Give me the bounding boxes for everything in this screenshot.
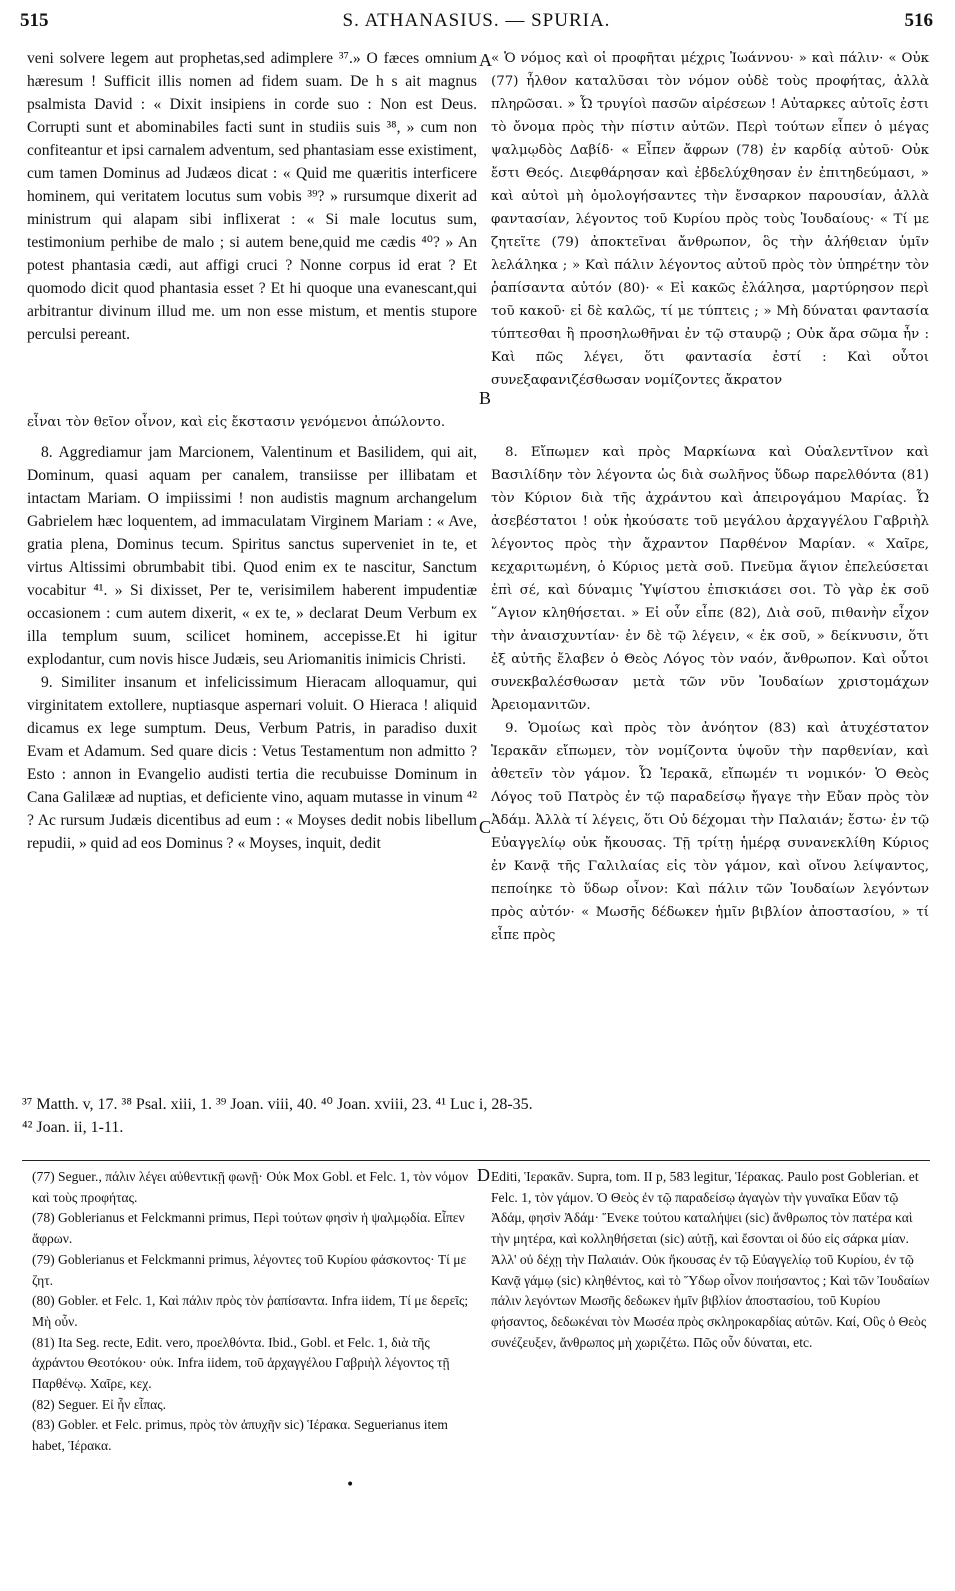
page-number-right: 516 (904, 10, 933, 31)
footnote-continuation: Editi, Ἱερακᾶν. Supra, tom. II p, 583 legitur, Ἱέρακας. Paulo post Goblerian. et Felc. 1, τὸν γάμον. Ὁ Θεὸς ἐν τῷ παραδείσῳ ἀγαγὼν τὴν γυναῖκα Εὔαν τῷ Ἀδάμ, φησὶν Ἀδάμ· Ἕνεκε τούτου καταλήψει (sic) ἄνθρωπος τὸν πατέρα καὶ τὴν μητέρα, καὶ κολληθήσεται (sic) αὐτῇ, καὶ ἔσονται οἱ δύο εἰς σάρκα μίαν. Ἀλλ' οὐ δέχῃ τὴν Παλαιάν. Οὐκ ἤκουσας ἐν τῷ Εὐαγγελίῳ τοῦ Κυρίου, ἐν τῷ Κανᾷ γάμῳ (sic) κληθέντος, καὶ τὸ Ὕδωρ οἶνον ποιήσαντος ; Καὶ τῶν Ἰουδαίων πάλιν λεγόντων Μωσῆς δεδωκεν ἡμῖν βιβλίον ἀποστασίου, τοῦ Κυρίου φήσαντος, δεδωκέναι τὸν Μωσέα πρὸς σκληροκαρδίας αὐτῶν. Καί, Οὓς ὁ Θεὸς συνέζευξεν, ἄνθρωπος μὴ χωριζέτω. Πῶς οὖν δύναται, etc. (491, 1169, 930, 1350)
greek-paragraph: « Ὁ νόμος καὶ οἱ προφῆται μέχρις Ἰωάννου· » καὶ πάλιν· « Οὐκ (77) ἦλθον καταλῦσαι τὸν νόμον οὐδὲ τοὺς προφήτας, ἀλλὰ πληρῶσαι. » Ὦ τρυγίοὶ πασῶν αἱρέσεων ! Αὐταρκες αὐτοῖς ἐστι τὸ ὄνομα πρὸς τὴν πίστιν αὐτῶν. Περὶ τούτων εἶπεν ὁ μέγας ψαλμῳδὸς Δαβίδ· « Εἶπεν ἄφρων (78) ἐν καρδίᾳ αὐτοῦ· Οὐκ ἔστι Θεός. Διεφθάρησαν καὶ ἐβδελύχθησαν ἐν ἐπιτηδεύμασι, » καὶ αὐτοὶ μὴ ὁμολογήσαντες τὴν ἔνσαρκον παρουσίαν, ἀλλὰ φαντασίαν, λέγοντος τοῦ Κυρίου πρὸς τοὺς Ἰουδαίους· « Τί με ζητεῖτε (79) ἀποκτεῖναι ἄνθρωπον, ὃς τὴν ἀλήθειαν ὑμῖν λελάληκα ; » Καὶ πάλιν λέγοντος αὐτοῦ πρὸς τὸν ὑπηρέτην τὸν ῥαπίσαντα αὐτόν (80)· « Εἰ κακῶς ἐλάλησα, μαρτύρησον περὶ τοῦ κακοῦ· εἰ δὲ καλῶς, τί με τύπτεις ; » Μὴ δύναται φαντασία τύπτεσθαι ἢ προσηλωθῆναι ἐν τῷ σταυρῷ ; Οὐκ ἄρα σῶμα ἦν : Καὶ πῶς λέγει, ὅτι φαντασία ἐστί : Καὶ οὗτοι συνεξαφανιζέσθωσαν νομίζοντες ἄκρατον (491, 51, 929, 388)
latin-paragraph-9: 9. Similiter insanum et infelicissimum Hieracam alloquamur, qui virginitatem extollere, nuptiasque aspernari voluit. O Hieraca ! aliquid dicamus ex lege sumptum. Deus, Verbum Patris, in paradiso duxit Evam et Adamum. Sed quare dicis : Vetus Testamentum non admitto ? Esto : annon in Evangelio audisti tertia die recubuisse Dominum in Cana Galilææ ad nuptias, et deficiente vino, aquam mutasse in vinum ⁴² ? Ac rursum Judæis dicentibus ad eum : « Moyses dedit nobis libellum repudii, » quid ad eos Dominus ? « Moyses, inquit, dedit (27, 674, 477, 852)
margin-letter-b: B (479, 388, 492, 408)
latin-paragraph: veni solvere legem aut prophetas,sed adimplere ³⁷.» O fæces omnium hæresum ! Sufficit illis nomen ad fidem suam. De h s ait magnus psalmista David : « Dixit insipiens in corde suo : Non est Deus. Corrupti sunt et abominabiles facti sunt in studiis suis ³⁸, » cum non confiteantur et ipsi carnalem adventum, sed phantasiam esse existiment, cum tamen Dominus ad Judæos dicat : « Quid me quæritis interficere hominem, qui veritatem locutus sum vobis ³⁹? » rursumque dixerit ad ministrum qui alapam sibi inflixerat : « Si male locutus sum, testimonium perhibe de malo ; si autem bene,quid me cædis ⁴⁰? » An potest phantasia cædi, aut affigi cruci ? Nonne corpus id erat ? Et quomodo dicit quod phantasia esset ? Et hi quoque una evanescant,qui arbitrantur divinum illud me. um non esse mistum, et mentis stupore perculsi pereant. (27, 50, 477, 343)
footnote: (82) Seguer. Εἰ ἦν εἶπας. (32, 1396, 166, 1412)
greek-paragraph-8: 8. Εἴπωμεν καὶ πρὸς Μαρκίωνα καὶ Οὐαλεντῖνον καὶ Βασιλίδην τὸν λέγοντα ὡς διὰ σωλῆνος ὕδωρ παρελθόντα (81) τὸν Κύριον διὰ τῆς ἀχράντου καὶ ἀπειρογάμου Μαρίας. Ὦ ἀσεβέστατοι ! οὐκ ἠκούσατε τοῦ μεγάλου ἀρχαγγέλου Γαβριὴλ λέγοντος πρὸς τὴν ἄχραντον Παρθένον Μαρίαν. « Χαῖρε, κεχαριτωμένη, ὁ Κύριος μετὰ σοῦ. Πνεῦμα ἅγιον ἐπελεύσεται ἐπὶ σέ, καὶ δύναμις Ὑψίστου ἐπισκιάσει σοι. Τὸ γὰρ ἐκ σοῦ ῞Αγιον κληθήσεται. » Εἰ οὖν εἶπε (82), Διὰ σοῦ, πιθανὴν εἶχον τὴν ἀναισχυντίαν· ἐν δὲ τῷ λέγειν, « ἐκ σοῦ, » δείκνυσιν, ὅτι ἐξ αὐτῆς ἔλαβεν ὁ Θεὸς Λόγος τὸν ναόν, ἄνθρωπον. Καὶ οὗτοι συνεκβαλέσθωσαν μετὰ τῶν νῦν Ἰουδαίων χριστομάχων Ἀρειομανιτῶν. (491, 445, 929, 713)
greek-full-width-line: εἶναι τὸν θεῖον οἶνον, καὶ εἰς ἔκστασιν γενόμενοι ἀπώλοντο. (27, 415, 446, 430)
footnotes-right (491, 1167, 931, 1353)
greek-column-section-2 (491, 441, 929, 947)
footnote: (83) Gobler. et Felc. primus, πρὸς τὸν ἀπυχῆν sic) Ἱέρακα. Seguerianus item habet, Ἱέρακα. (32, 1417, 448, 1454)
greek-paragraph-9: 9. Ὁμοίως καὶ πρὸς τὸν ἀνόητον (83) καὶ ἀτυχέστατον Ἱερακᾶν εἴπωμεν, τὸν νομίζοντα ὑψοῦν τὴν παρθενίαν, καὶ ἀθετεῖν τὸν γάμον. Ὦ Ἱερακᾶ, εἴπωμέν τι νομικόν· Ὁ Θεὸς Λόγος τοῦ Πατρὸς ἐν τῷ παραδείσῳ ἤγαγε τὴν Εὔαν πρὸς τὸν Ἀδάμ. Ἀλλὰ τί λέγεις, ὅτι Οὐ δέχομαι τὴν Παλαιάν; ἔστω· ἐν τῷ Εὐαγγελίῳ οὐκ ἤκουσας. Τῇ τρίτῃ ἡμέρᾳ συνανεκλίθη Κύριος ἐν Κανᾷ τῆς Γαλιλαίας εἰς τὸν γάμον, καὶ οἴνου λείψαντος, πεποίηκε τὸ ὕδωρ οἶνον: Καὶ πάλιν τῶν Ἰουδαίων λεγόντων πρὸς αὐτόν· « Μωσῆς δέδωκεν ἡμῖν βιβλίον ἀποστασίου, » τί εἶπε πρὸς (491, 721, 929, 943)
latin-column-section-1 (27, 47, 477, 346)
running-title: S. ATHANASIUS. — SPURIA. (342, 10, 611, 31)
scripture-reference-line: ³⁷ Matth. v, 17. ³⁸ Psal. xiii, 1. ³⁹ Joan. viii, 40. ⁴⁰ Joan. xviii, 23. ⁴¹ Luc i, 28-35. (22, 1096, 533, 1113)
latin-paragraph-8: 8. Aggrediamur jam Marcionem, Valentinum et Basilidem, qui ait, Dominum, quasi aquam per canalem, transiisse per illibatam et intactam Mariam. O impiissimi ! non audistis magnum archangelum Gabrielem hæc loquentem, ad immaculatam Virginem Mariam : « Ave, gratia plena, Dominus tecum. Spiritus sanctus superveniet in te, et virtus Altissimi obrumbabit tibi. Quod enim ex te nascitur, Sanctum vocabitur ⁴¹. » Si dixisset, Per te, verisimilem haberent impudentiæ occasionem : cum autem dixerit, « ex te, » declarat Deum Verbum ex illa templum suum, scilicet hominem, accepisse.Et hi igitur explodantur, cum novis hisce Judæis, seu Ariomanitis inimicis Christi. (27, 444, 477, 668)
scripture-references (22, 1093, 928, 1139)
running-header (20, 6, 933, 36)
footnote: (80) Gobler. et Felc. 1, Καὶ πάλιν πρὸς τὸν ῥαπίσαντα. Infra iidem, Τί με δερεῖς; Μὴ οὖν. (32, 1293, 469, 1329)
footnote-divider (22, 1160, 930, 1161)
margin-letter-d: D (477, 1165, 490, 1185)
footnotes-left (32, 1167, 477, 1457)
greek-column-section-1 (491, 47, 929, 392)
footnote: (78) Goblerianus et Felckmanni primus, Περὶ τούτων φησὶν ἡ ψαλμῳδία. Εἶπεν ἄφρων. (32, 1210, 465, 1247)
page-number-left: 515 (20, 10, 49, 31)
footnote: (79) Goblerianus et Felckmanni primus, λέγοντες τοῦ Κυρίου φάσκοντος· Τί με ζητ. (32, 1251, 467, 1288)
footnote: (81) Ita Seg. recte, Edit. vero, προελθόντα. Ibid., Gobl. et Felc. 1, διὰ τῆς ἀχράντου Θεοτόκου· οὐκ. Infra iidem, τοῦ ἀρχαγγέλου Γαβριὴλ λέγοντος τῇ Παρθένῳ. Χαῖρε, κεχ. (32, 1334, 450, 1392)
latin-column-section-2 (27, 441, 477, 855)
scripture-reference-line: ⁴² Joan. ii, 1-11. (22, 1119, 124, 1136)
margin-letter-c: C (479, 817, 492, 837)
stray-mark: • (346, 1477, 355, 1493)
footnote: (77) Seguer., πάλιν λέγει αὐθεντικῇ φωνῇ· Οὐκ Mox Gobl. et Felc. 1, τὸν νόμον καὶ τοὺς προφήτας. (32, 1169, 469, 1205)
margin-letter-a: A (479, 50, 492, 70)
